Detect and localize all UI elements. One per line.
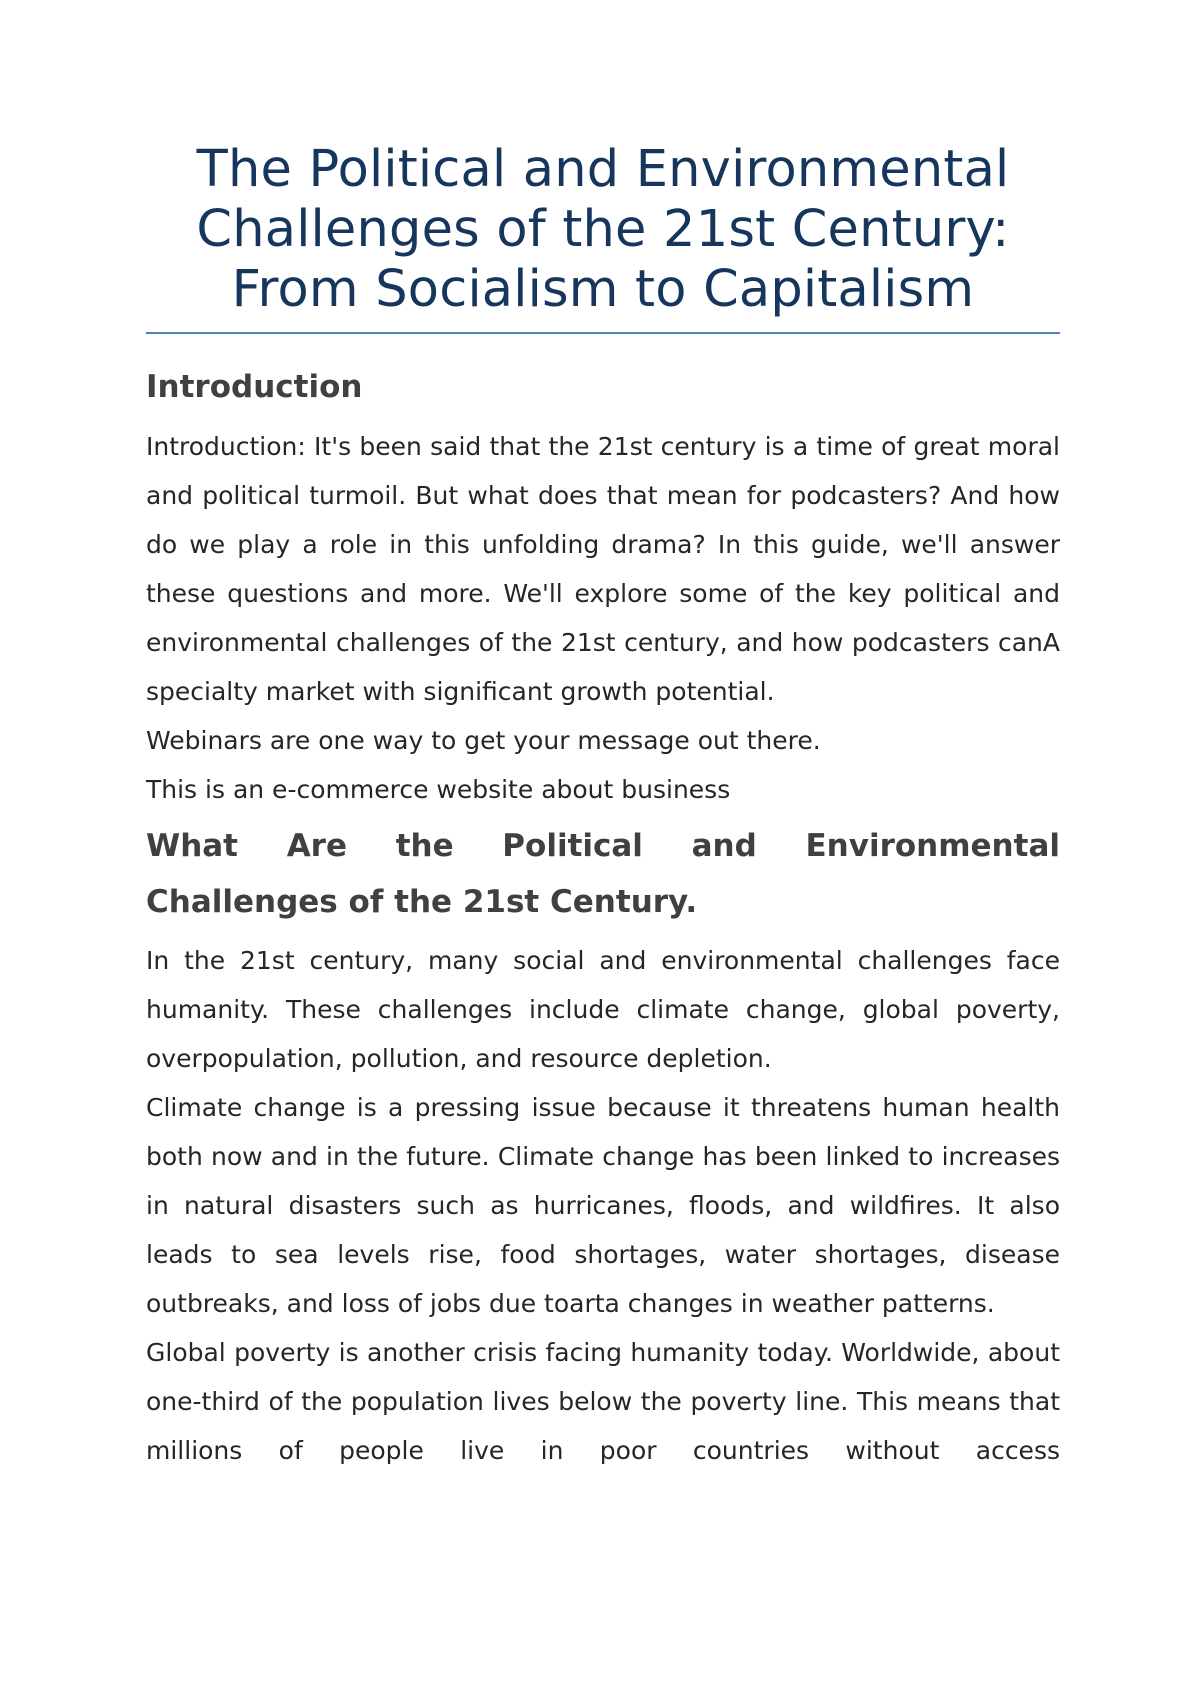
paragraph: Webinars are one way to get your message out there. [146,726,821,755]
paragraph: Introduction: It's been said that the 21st century is a time of great moral and political turmoil. But what does that mean for podcasters? And how do we play a role in this unfolding drama? In this guide, we'll answer these questions and more. We'll explore some of the key political and environmental challenges of the 21st century, and how podcasters canA specialty market with significant growth potential. [146,432,1060,706]
section-heading-introduction: Introduction [146,369,363,405]
paragraph: In the 21st century, many social and environmental challenges face humanity. These challenges include climate change, global poverty, overpopulation, pollution, and resource depletion. [146,946,1060,1073]
paragraph: Climate change is a pressing issue because it threatens human health both now and in the future. Climate change has been linked to increases in natural disasters such as hurricanes, floods, and wildfires. It also leads to sea levels rise, food shortages, water shortages, disease outbreaks, and loss of jobs due toarta changes in weather patterns. [146,1093,1060,1318]
document-title: The Political and Environmental Challenges of the 21st Century: From Socialism to Capitalism [146,140,1060,334]
paragraph: Global poverty is another crisis facing humanity today. Worldwide, about one-third of the population lives below the poverty line. This means that millions of people live in poor countries without access [146,1338,1060,1465]
paragraph: This is an e-commerce website about business [146,775,731,804]
document-body [146,140,1060,1475]
section-heading-challenges: What Are the Political and Environmental Challenges of the 21st Century. [146,828,1060,920]
